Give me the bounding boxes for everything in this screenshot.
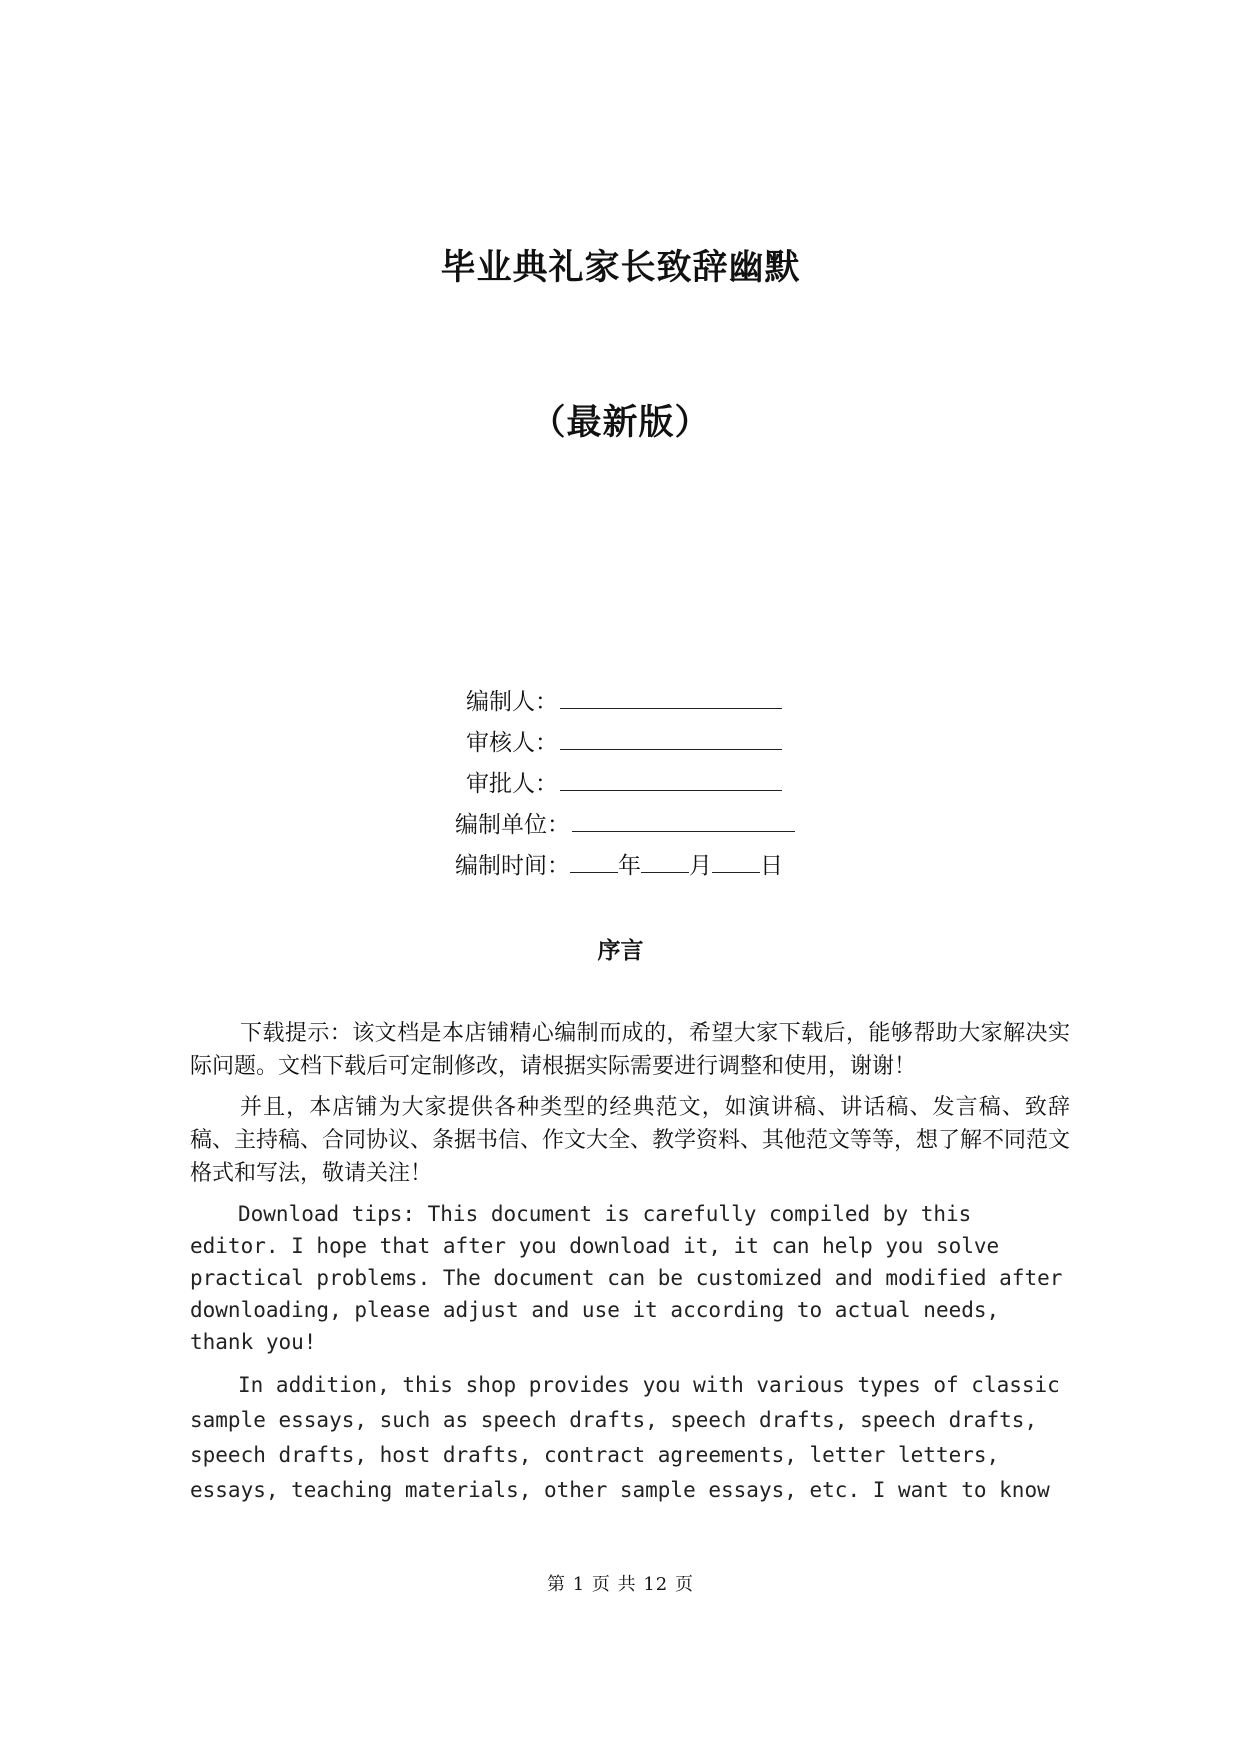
unit-label: 编制单位： <box>455 812 570 838</box>
day-blank[interactable] <box>712 854 760 873</box>
approver-label: 审批人： <box>466 771 558 797</box>
reviewer-label: 审核人： <box>466 730 558 756</box>
year-label: 年 <box>618 853 641 879</box>
meta-row-approver <box>440 764 860 805</box>
date-label: 编制时间： <box>455 853 570 879</box>
year-blank[interactable] <box>570 854 618 873</box>
preface-paragraph-en-1: Download tips: This document is carefully compiled by this editor. I hope that after you download it, it can help you solve practical problems. The document can be customized and modified after downloading, please adjust and use it according to actual needs, thank you! <box>190 1202 1063 1354</box>
approver-blank[interactable] <box>560 772 782 791</box>
reviewer-blank[interactable] <box>560 731 782 750</box>
meta-row-unit <box>440 805 860 846</box>
unit-blank[interactable] <box>572 813 795 832</box>
compiler-label: 编制人： <box>466 689 558 715</box>
meta-row-date <box>440 846 860 887</box>
meta-row-compiler <box>440 682 860 723</box>
document-subtitle: （最新版） <box>530 402 711 443</box>
preface-paragraph-en-2: In addition, this shop provides you with various types of classic sample essays, such as speech drafts, speech drafts, speech drafts, speech drafts, host drafts, contract agreements, letter letters, essays, teaching materials, other sample essays, etc. I want to know <box>190 1373 1060 1502</box>
page-footer: 第 1 页 共 12 页 <box>547 1574 694 1595</box>
meta-row-reviewer <box>440 723 860 764</box>
preface-paragraph-cn-1: 下载提示：该文档是本店铺精心编制而成的，希望大家下载后，能够帮助大家解决实际问题。文档下载后可定制修改，请根据实际需要进行调整和使用，谢谢！ <box>190 1021 1070 1079</box>
meta-fields <box>440 682 860 887</box>
preface-body <box>190 1017 1070 1518</box>
document-title: 毕业典礼家长致辞幽默 <box>440 247 801 288</box>
preface-heading: 序言 <box>597 937 644 964</box>
compiler-blank[interactable] <box>560 690 782 709</box>
month-label: 月 <box>689 853 712 879</box>
month-blank[interactable] <box>641 854 689 873</box>
day-label: 日 <box>760 853 783 879</box>
preface-paragraph-cn-2: 并且，本店铺为大家提供各种类型的经典范文，如演讲稿、讲话稿、发言稿、致辞稿、主持稿、合同协议、条据书信、作文大全、教学资料、其他范文等等，想了解不同范文格式和写法，敬请关注！ <box>190 1095 1071 1186</box>
